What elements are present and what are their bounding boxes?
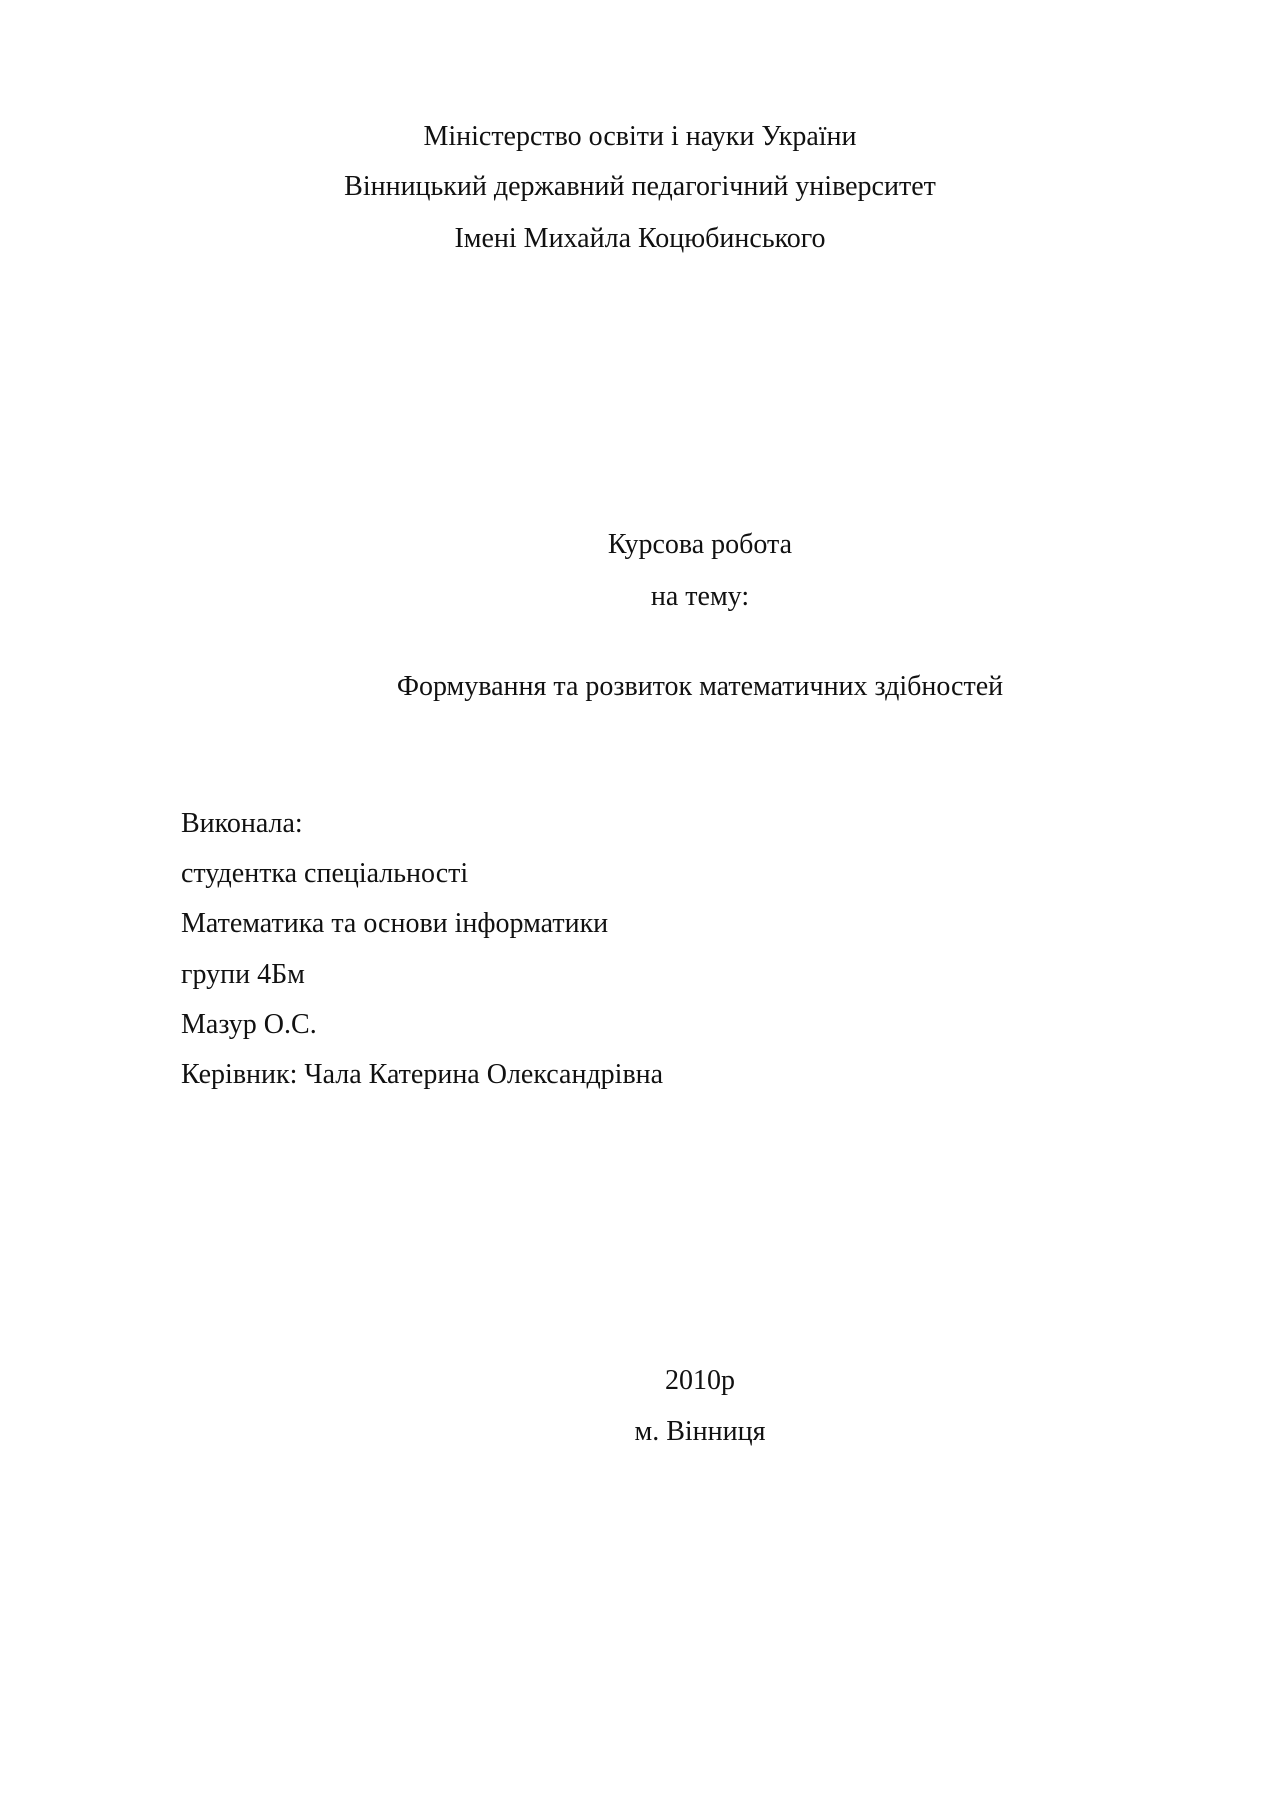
named-after-line: Імені Михайла Коцюбинського bbox=[454, 223, 826, 254]
supervisor-line: Керівник: Чала Катерина Олександрівна bbox=[181, 1059, 664, 1090]
group-line: групи 4Бм bbox=[181, 959, 305, 990]
author-name: Мазур О.С. bbox=[181, 1009, 317, 1040]
year-line: 2010р bbox=[665, 1365, 735, 1396]
city-line: м. Вінниця bbox=[634, 1416, 766, 1447]
ministry-line: Міністерство освіти і науки України bbox=[423, 121, 857, 152]
topic-title: Формування та розвиток математичних здібностей bbox=[396, 671, 1004, 702]
specialty-line: Математика та основи інформатики bbox=[181, 908, 609, 939]
university-line: Вінницький державний педагогічний університет bbox=[344, 171, 936, 202]
performed-by-label: Виконала: bbox=[181, 808, 303, 839]
student-of-line: студентка спеціальності bbox=[181, 858, 469, 889]
on-topic-label: на тему: bbox=[650, 581, 750, 612]
work-type: Курсова робота bbox=[607, 529, 793, 560]
